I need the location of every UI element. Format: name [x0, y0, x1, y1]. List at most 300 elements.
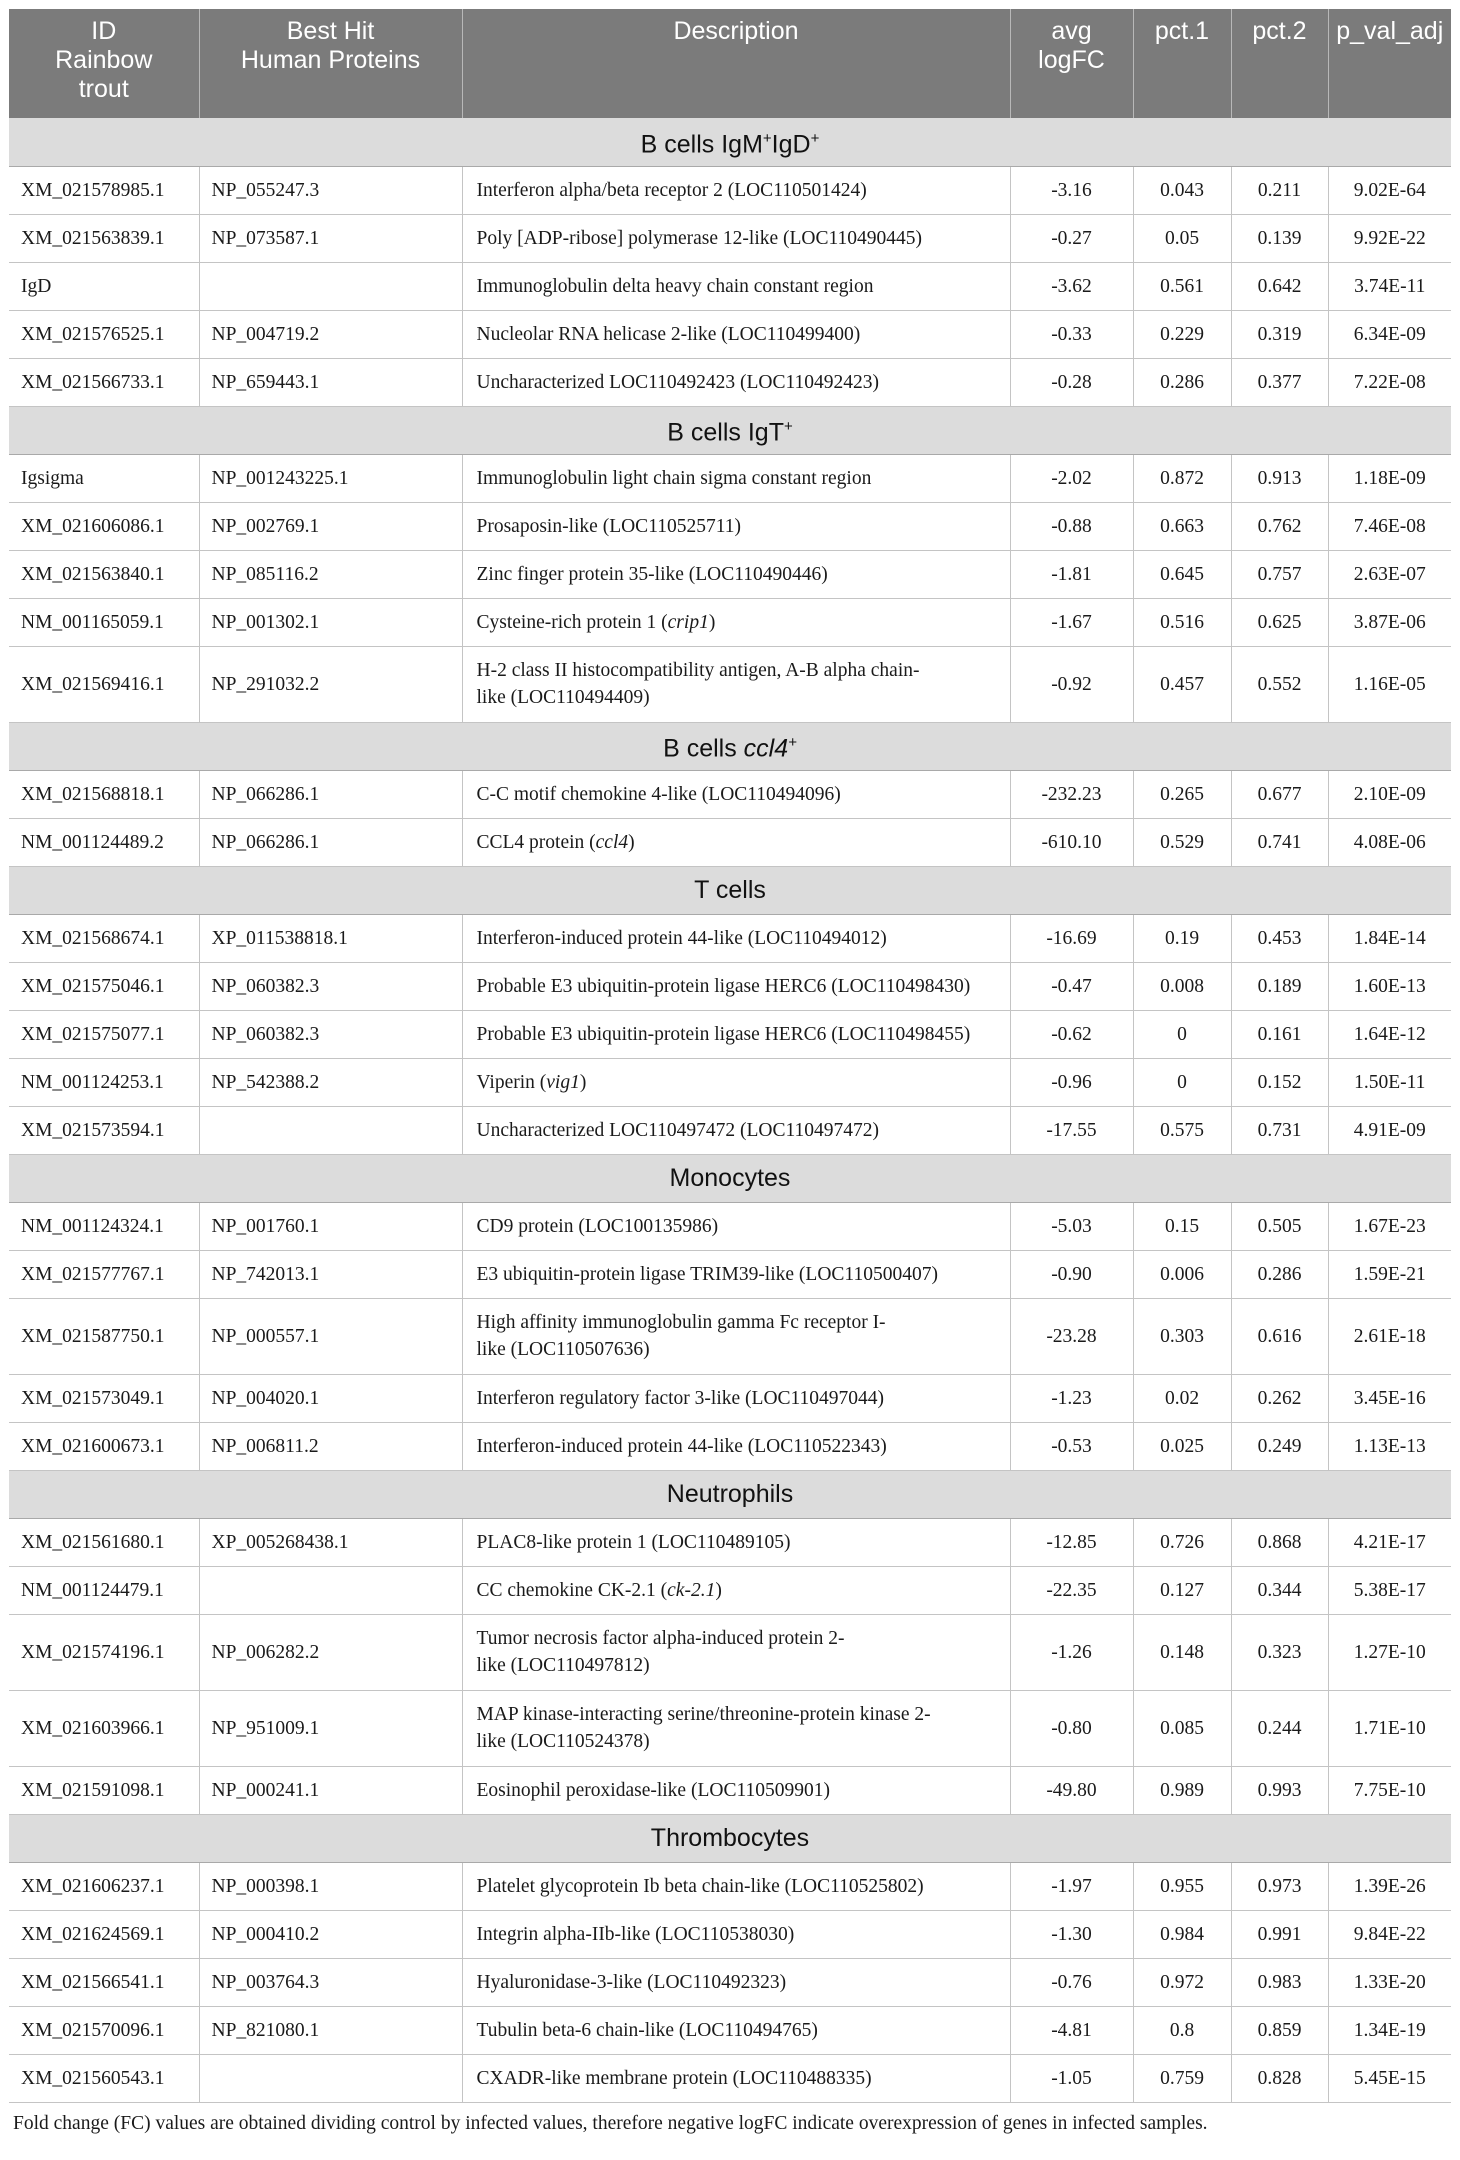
- cell-pct2: 0.991: [1231, 1910, 1328, 1958]
- cell-p-val-adj: 4.21E-17: [1328, 1518, 1451, 1566]
- cell-avg-logfc: -0.33: [1010, 310, 1133, 358]
- group-header-row: [9, 406, 1451, 454]
- cell-p-val-adj: 9.84E-22: [1328, 1910, 1451, 1958]
- cell-description: [462, 310, 1010, 358]
- cell-pct2: 0.859: [1231, 2006, 1328, 2054]
- cell-pct1: 0.575: [1133, 1106, 1231, 1154]
- group-title: [9, 866, 1451, 914]
- cell-avg-logfc: -23.28: [1010, 1298, 1133, 1374]
- cell-p-val-adj: 9.92E-22: [1328, 214, 1451, 262]
- cell-description: [462, 550, 1010, 598]
- cell-p-val-adj: 5.45E-15: [1328, 2054, 1451, 2102]
- text-fragment: Monocytes: [669, 1163, 791, 1192]
- cell-pct2: 0.323: [1231, 1614, 1328, 1690]
- cell-avg-logfc: -0.27: [1010, 214, 1133, 262]
- cell-pct1: 0.989: [1133, 1766, 1231, 1814]
- group-title: [9, 722, 1451, 770]
- cell-p-val-adj: 1.64E-12: [1328, 1010, 1451, 1058]
- cell-best-hit: NP_085116.2: [199, 550, 462, 598]
- group-title: [9, 1814, 1451, 1862]
- text-fragment: C-C motif chemokine 4-like (LOC110494096): [476, 783, 841, 805]
- text-fragment: ccl4: [595, 831, 629, 853]
- cell-pct1: 0.286: [1133, 358, 1231, 406]
- cell-id: XM_021575077.1: [9, 1010, 199, 1058]
- cell-description: [462, 502, 1010, 550]
- cell-p-val-adj: 4.91E-09: [1328, 1106, 1451, 1154]
- text-fragment: Probable E3 ubiquitin-protein ligase HERC6 (LOC110498430): [476, 975, 971, 997]
- table-row: [9, 646, 1451, 722]
- text-fragment: B cells IgT: [667, 418, 784, 447]
- table-row: [9, 1958, 1451, 2006]
- cell-pct1: 0.457: [1133, 646, 1231, 722]
- cell-avg-logfc: -0.90: [1010, 1250, 1133, 1298]
- cell-description: [462, 962, 1010, 1010]
- cell-id: XM_021561680.1: [9, 1518, 199, 1566]
- cell-description: [462, 358, 1010, 406]
- cell-avg-logfc: -0.92: [1010, 646, 1133, 722]
- cell-description: [462, 1250, 1010, 1298]
- cell-best-hit: NP_060382.3: [199, 1010, 462, 1058]
- table-row: [9, 598, 1451, 646]
- text-fragment: H-2 class II histocompatibility antigen, A-B alpha chain-: [476, 660, 920, 681]
- table-row: [9, 1518, 1451, 1566]
- cell-description: [462, 914, 1010, 962]
- cell-pct1: 0.15: [1133, 1202, 1231, 1250]
- cell-avg-logfc: -0.80: [1010, 1690, 1133, 1766]
- cell-avg-logfc: -0.47: [1010, 962, 1133, 1010]
- cell-pct1: 0.726: [1133, 1518, 1231, 1566]
- cell-pct1: 0.127: [1133, 1566, 1231, 1614]
- cell-p-val-adj: 2.63E-07: [1328, 550, 1451, 598]
- table-row: [9, 2006, 1451, 2054]
- cell-pct1: 0.516: [1133, 598, 1231, 646]
- cell-id: XM_021573049.1: [9, 1374, 199, 1422]
- text-fragment: Immunoglobulin light chain sigma constant region: [476, 467, 872, 489]
- cell-avg-logfc: -22.35: [1010, 1566, 1133, 1614]
- table-row: [9, 1690, 1451, 1766]
- cell-pct1: 0: [1133, 1010, 1231, 1058]
- cell-description: [462, 1058, 1010, 1106]
- cell-pct2: 0.344: [1231, 1566, 1328, 1614]
- table-row: [9, 1250, 1451, 1298]
- cell-pct2: 0.973: [1231, 1862, 1328, 1910]
- cell-description: [462, 2006, 1010, 2054]
- cell-id: XM_021606086.1: [9, 502, 199, 550]
- cell-pct2: 0.139: [1231, 214, 1328, 262]
- text-fragment: Platelet glycoprotein Ib beta chain-like (LOC110525802): [476, 1875, 924, 1897]
- cell-best-hit: [199, 1106, 462, 1154]
- cell-id: XM_021600673.1: [9, 1422, 199, 1470]
- cell-id: IgD: [9, 262, 199, 310]
- cell-id: XM_021566541.1: [9, 1958, 199, 2006]
- cell-p-val-adj: 1.33E-20: [1328, 1958, 1451, 2006]
- cell-id: XM_021570096.1: [9, 2006, 199, 2054]
- text-fragment: Nucleolar RNA helicase 2-like (LOC110499400): [476, 323, 861, 345]
- cell-pct1: 0.229: [1133, 310, 1231, 358]
- cell-avg-logfc: -49.80: [1010, 1766, 1133, 1814]
- cell-pct2: 0.161: [1231, 1010, 1328, 1058]
- cell-description: [462, 262, 1010, 310]
- cell-pct1: 0.872: [1133, 454, 1231, 502]
- text-fragment: ccl4: [743, 734, 789, 763]
- text-fragment: +: [788, 734, 797, 752]
- cell-id: XM_021569416.1: [9, 646, 199, 722]
- cell-pct1: 0.645: [1133, 550, 1231, 598]
- cell-description: [462, 1566, 1010, 1614]
- cell-avg-logfc: -1.30: [1010, 1910, 1133, 1958]
- cell-avg-logfc: -12.85: [1010, 1518, 1133, 1566]
- text-fragment: ck-2.1: [667, 1579, 716, 1601]
- cell-description: [462, 770, 1010, 818]
- cell-id: XM_021568674.1: [9, 914, 199, 962]
- cell-avg-logfc: -0.28: [1010, 358, 1133, 406]
- cell-pct2: 0.677: [1231, 770, 1328, 818]
- text-fragment: Viperin (: [476, 1071, 547, 1093]
- cell-pct1: 0.265: [1133, 770, 1231, 818]
- cell-best-hit: NP_002769.1: [199, 502, 462, 550]
- cell-avg-logfc: -1.67: [1010, 598, 1133, 646]
- cell-best-hit: [199, 262, 462, 310]
- cell-avg-logfc: -0.88: [1010, 502, 1133, 550]
- table-row: [9, 2054, 1451, 2102]
- cell-description: [462, 1766, 1010, 1814]
- cell-id: XM_021575046.1: [9, 962, 199, 1010]
- cell-pct1: 0.8: [1133, 2006, 1231, 2054]
- cell-pct1: 0.303: [1133, 1298, 1231, 1374]
- cell-pct2: 0.731: [1231, 1106, 1328, 1154]
- cell-pct1: 0.529: [1133, 818, 1231, 866]
- cell-avg-logfc: -0.96: [1010, 1058, 1133, 1106]
- cell-best-hit: NP_060382.3: [199, 962, 462, 1010]
- cell-best-hit: NP_066286.1: [199, 770, 462, 818]
- cell-avg-logfc: -3.62: [1010, 262, 1133, 310]
- table-row: [9, 962, 1451, 1010]
- text-fragment: Interferon-induced protein 44-like (LOC110522343): [476, 1435, 887, 1457]
- cell-p-val-adj: 7.46E-08: [1328, 502, 1451, 550]
- group-header-row: [9, 118, 1451, 166]
- text-fragment: ): [708, 611, 716, 633]
- cell-avg-logfc: -4.81: [1010, 2006, 1133, 2054]
- cell-avg-logfc: -1.23: [1010, 1374, 1133, 1422]
- cell-pct2: 0.762: [1231, 502, 1328, 550]
- cell-p-val-adj: 1.39E-26: [1328, 1862, 1451, 1910]
- cell-pct1: 0.008: [1133, 962, 1231, 1010]
- cell-pct1: 0.085: [1133, 1690, 1231, 1766]
- cell-p-val-adj: 1.18E-09: [1328, 454, 1451, 502]
- cell-avg-logfc: -2.02: [1010, 454, 1133, 502]
- cell-avg-logfc: -610.10: [1010, 818, 1133, 866]
- cell-best-hit: NP_001302.1: [199, 598, 462, 646]
- cell-p-val-adj: 1.67E-23: [1328, 1202, 1451, 1250]
- table-row: [9, 1422, 1451, 1470]
- table-row: [9, 262, 1451, 310]
- text-fragment: B cells IgM: [640, 130, 763, 159]
- text-fragment: Zinc finger protein 35-like (LOC110490446): [476, 563, 828, 585]
- text-fragment: Prosaposin-like (LOC110525711): [476, 515, 741, 537]
- table-footnote: Fold change (FC) values are obtained dividing control by infected values, therefore negative logFC indicate overexpression of genes in infected samples.: [13, 2112, 1208, 2134]
- cell-best-hit: NP_004719.2: [199, 310, 462, 358]
- cell-pct2: 0.286: [1231, 1250, 1328, 1298]
- cell-best-hit: NP_659443.1: [199, 358, 462, 406]
- cell-p-val-adj: 6.34E-09: [1328, 310, 1451, 358]
- table-row: [9, 770, 1451, 818]
- cell-best-hit: NP_742013.1: [199, 1250, 462, 1298]
- cell-description: [462, 166, 1010, 214]
- cell-best-hit: NP_000398.1: [199, 1862, 462, 1910]
- group-title: [9, 406, 1451, 454]
- cell-id: XM_021578985.1: [9, 166, 199, 214]
- cell-p-val-adj: 3.74E-11: [1328, 262, 1451, 310]
- cell-p-val-adj: 4.08E-06: [1328, 818, 1451, 866]
- cell-id: NM_001124489.2: [9, 818, 199, 866]
- cell-p-val-adj: 1.84E-14: [1328, 914, 1451, 962]
- cell-id: XM_021591098.1: [9, 1766, 199, 1814]
- cell-best-hit: [199, 2054, 462, 2102]
- table-row: [9, 1010, 1451, 1058]
- cell-p-val-adj: 9.02E-64: [1328, 166, 1451, 214]
- cell-avg-logfc: -5.03: [1010, 1202, 1133, 1250]
- text-fragment: Uncharacterized LOC110497472 (LOC110497472): [476, 1119, 880, 1141]
- cell-description: [462, 1614, 1010, 1690]
- cell-best-hit: NP_003764.3: [199, 1958, 462, 2006]
- cell-avg-logfc: -0.53: [1010, 1422, 1133, 1470]
- cell-best-hit: NP_951009.1: [199, 1690, 462, 1766]
- cell-pct2: 0.453: [1231, 914, 1328, 962]
- cell-avg-logfc: -0.62: [1010, 1010, 1133, 1058]
- group-header-row: [9, 1470, 1451, 1518]
- text-fragment: +: [810, 130, 820, 148]
- cell-pct2: 0.757: [1231, 550, 1328, 598]
- cell-best-hit: NP_291032.2: [199, 646, 462, 722]
- text-fragment: Poly [ADP-ribose] polymerase 12-like (LOC110490445): [476, 227, 923, 249]
- cell-pct1: 0.19: [1133, 914, 1231, 962]
- cell-id: XM_021603966.1: [9, 1690, 199, 1766]
- cell-id: XM_021573594.1: [9, 1106, 199, 1154]
- cell-pct2: 0.262: [1231, 1374, 1328, 1422]
- table-row: [9, 550, 1451, 598]
- text-fragment: like (LOC110497812): [476, 1655, 650, 1676]
- table-row: [9, 1374, 1451, 1422]
- cell-description: [462, 1106, 1010, 1154]
- cell-best-hit: NP_066286.1: [199, 818, 462, 866]
- text-fragment: Interferon alpha/beta receptor 2 (LOC110501424): [476, 179, 867, 201]
- text-fragment: PLAC8-like protein 1 (LOC110489105): [476, 1531, 791, 1553]
- text-fragment: MAP kinase-interacting serine/threonine-protein kinase 2-: [476, 1704, 931, 1725]
- cell-best-hit: NP_055247.3: [199, 166, 462, 214]
- header-description: Description: [462, 9, 1010, 118]
- cell-description: [462, 1010, 1010, 1058]
- text-fragment: T cells: [694, 875, 766, 904]
- text-fragment: Uncharacterized LOC110492423 (LOC110492423): [476, 371, 880, 393]
- cell-description: [462, 1374, 1010, 1422]
- group-title: [9, 1154, 1451, 1202]
- cell-description: [462, 2054, 1010, 2102]
- text-fragment: crip1: [667, 611, 709, 633]
- cell-description: [462, 214, 1010, 262]
- cell-avg-logfc: -232.23: [1010, 770, 1133, 818]
- cell-id: XM_021624569.1: [9, 1910, 199, 1958]
- table-row: [9, 166, 1451, 214]
- text-fragment: ): [579, 1071, 587, 1093]
- table-body: [9, 118, 1451, 2102]
- cell-best-hit: NP_001760.1: [199, 1202, 462, 1250]
- cell-description: [462, 1202, 1010, 1250]
- cell-best-hit: NP_000410.2: [199, 1910, 462, 1958]
- cell-pct2: 0.983: [1231, 1958, 1328, 2006]
- cell-description: [462, 646, 1010, 722]
- header-pct2: pct.2: [1231, 9, 1328, 118]
- text-fragment: CD9 protein (LOC100135986): [476, 1215, 719, 1237]
- cell-best-hit: NP_821080.1: [199, 2006, 462, 2054]
- cell-best-hit: XP_005268438.1: [199, 1518, 462, 1566]
- table-row: [9, 1058, 1451, 1106]
- cell-description: [462, 818, 1010, 866]
- cell-description: [462, 1422, 1010, 1470]
- cell-id: NM_001124324.1: [9, 1202, 199, 1250]
- table-row: [9, 310, 1451, 358]
- cell-pct2: 0.152: [1231, 1058, 1328, 1106]
- cell-pct2: 0.993: [1231, 1766, 1328, 1814]
- cell-pct2: 0.505: [1231, 1202, 1328, 1250]
- group-header-row: [9, 1154, 1451, 1202]
- cell-id: XM_021587750.1: [9, 1298, 199, 1374]
- cell-avg-logfc: -0.76: [1010, 1958, 1133, 2006]
- text-fragment: CCL4 protein (: [476, 831, 596, 853]
- cell-pct1: 0.043: [1133, 166, 1231, 214]
- cell-id: XM_021563839.1: [9, 214, 199, 262]
- text-fragment: High affinity immunoglobulin gamma Fc receptor I-: [476, 1312, 886, 1333]
- cell-id: NM_001124479.1: [9, 1566, 199, 1614]
- group-title: [9, 118, 1451, 166]
- cell-avg-logfc: -3.16: [1010, 166, 1133, 214]
- text-fragment: CC chemokine CK-2.1 (: [476, 1579, 668, 1601]
- header-avg-logfc: avg logFC: [1010, 9, 1133, 118]
- cell-pct1: 0.05: [1133, 214, 1231, 262]
- cell-pct1: 0.148: [1133, 1614, 1231, 1690]
- cell-pct2: 0.741: [1231, 818, 1328, 866]
- text-fragment: Thrombocytes: [650, 1823, 810, 1852]
- text-fragment: +: [783, 418, 793, 436]
- cell-pct1: 0.02: [1133, 1374, 1231, 1422]
- table-row: [9, 214, 1451, 262]
- group-title: [9, 1470, 1451, 1518]
- cell-pct1: 0.561: [1133, 262, 1231, 310]
- cell-pct2: 0.377: [1231, 358, 1328, 406]
- table-row: [9, 1202, 1451, 1250]
- cell-id: XM_021563840.1: [9, 550, 199, 598]
- cell-description: [462, 1862, 1010, 1910]
- cell-description: [462, 1958, 1010, 2006]
- cell-avg-logfc: -1.05: [1010, 2054, 1133, 2102]
- cell-p-val-adj: 1.34E-19: [1328, 2006, 1451, 2054]
- cell-id: XM_021574196.1: [9, 1614, 199, 1690]
- table-row: [9, 1910, 1451, 1958]
- cell-pct2: 0.189: [1231, 962, 1328, 1010]
- cell-p-val-adj: 1.27E-10: [1328, 1614, 1451, 1690]
- cell-p-val-adj: 7.75E-10: [1328, 1766, 1451, 1814]
- cell-pct1: 0.984: [1133, 1910, 1231, 1958]
- cell-id: Igsigma: [9, 454, 199, 502]
- cell-id: XM_021576525.1: [9, 310, 199, 358]
- table-container: [9, 9, 1451, 2135]
- cell-best-hit: NP_004020.1: [199, 1374, 462, 1422]
- text-fragment: Integrin alpha-IIb-like (LOC110538030): [476, 1923, 795, 1945]
- cell-pct2: 0.642: [1231, 262, 1328, 310]
- cell-pct2: 0.211: [1231, 166, 1328, 214]
- header-row: [9, 9, 1451, 118]
- cell-p-val-adj: 1.16E-05: [1328, 646, 1451, 722]
- text-fragment: like (LOC110494409): [476, 687, 650, 708]
- cell-pct2: 0.616: [1231, 1298, 1328, 1374]
- text-fragment: Tumor necrosis factor alpha-induced protein 2-: [476, 1628, 845, 1649]
- cell-p-val-adj: 7.22E-08: [1328, 358, 1451, 406]
- cell-description: [462, 1518, 1010, 1566]
- cell-best-hit: NP_006282.2: [199, 1614, 462, 1690]
- cell-id: XM_021568818.1: [9, 770, 199, 818]
- group-header-row: [9, 1814, 1451, 1862]
- cell-description: [462, 454, 1010, 502]
- cell-id: XM_021560543.1: [9, 2054, 199, 2102]
- cell-p-val-adj: 3.87E-06: [1328, 598, 1451, 646]
- table-row: [9, 502, 1451, 550]
- cell-p-val-adj: 1.59E-21: [1328, 1250, 1451, 1298]
- cell-best-hit: [199, 1566, 462, 1614]
- cell-best-hit: NP_000241.1: [199, 1766, 462, 1814]
- cell-avg-logfc: -1.97: [1010, 1862, 1133, 1910]
- text-fragment: like (LOC110507636): [476, 1339, 650, 1360]
- table-row: [9, 1766, 1451, 1814]
- text-fragment: ): [715, 1579, 722, 1601]
- text-fragment: ): [628, 831, 635, 853]
- cell-p-val-adj: 1.60E-13: [1328, 962, 1451, 1010]
- cell-p-val-adj: 2.61E-18: [1328, 1298, 1451, 1374]
- cell-p-val-adj: 1.71E-10: [1328, 1690, 1451, 1766]
- cell-best-hit: NP_542388.2: [199, 1058, 462, 1106]
- text-fragment: B cells: [663, 734, 744, 763]
- cell-pct2: 0.828: [1231, 2054, 1328, 2102]
- cell-pct2: 0.868: [1231, 1518, 1328, 1566]
- text-fragment: like (LOC110524378): [476, 1731, 650, 1752]
- text-fragment: E3 ubiquitin-protein ligase TRIM39-like (LOC110500407): [476, 1263, 938, 1285]
- cell-avg-logfc: -17.55: [1010, 1106, 1133, 1154]
- cell-pct2: 0.244: [1231, 1690, 1328, 1766]
- cell-avg-logfc: -1.26: [1010, 1614, 1133, 1690]
- cell-p-val-adj: 1.13E-13: [1328, 1422, 1451, 1470]
- cell-pct2: 0.249: [1231, 1422, 1328, 1470]
- cell-pct1: 0.663: [1133, 502, 1231, 550]
- cell-id: NM_001124253.1: [9, 1058, 199, 1106]
- cell-id: XM_021577767.1: [9, 1250, 199, 1298]
- header-id: ID Rainbow trout: [9, 9, 199, 118]
- cell-description: [462, 598, 1010, 646]
- text-fragment: Tubulin beta-6 chain-like (LOC110494765): [476, 2019, 818, 2041]
- table-row: [9, 454, 1451, 502]
- cell-pct1: 0.759: [1133, 2054, 1231, 2102]
- table-row: [9, 914, 1451, 962]
- text-fragment: Probable E3 ubiquitin-protein ligase HERC6 (LOC110498455): [476, 1023, 971, 1045]
- table-row: [9, 1566, 1451, 1614]
- gene-expression-table: [9, 9, 1451, 2103]
- cell-pct1: 0: [1133, 1058, 1231, 1106]
- header-pct1: pct.1: [1133, 9, 1231, 118]
- text-fragment: Cysteine-rich protein 1 (: [476, 611, 668, 633]
- cell-pct2: 0.913: [1231, 454, 1328, 502]
- table-row: [9, 1298, 1451, 1374]
- cell-id: NM_001165059.1: [9, 598, 199, 646]
- text-fragment: Immunoglobulin delta heavy chain constant region: [476, 275, 874, 297]
- text-fragment: Interferon regulatory factor 3-like (LOC110497044): [476, 1387, 885, 1409]
- header-p-val-adj: p_val_adj: [1328, 9, 1451, 118]
